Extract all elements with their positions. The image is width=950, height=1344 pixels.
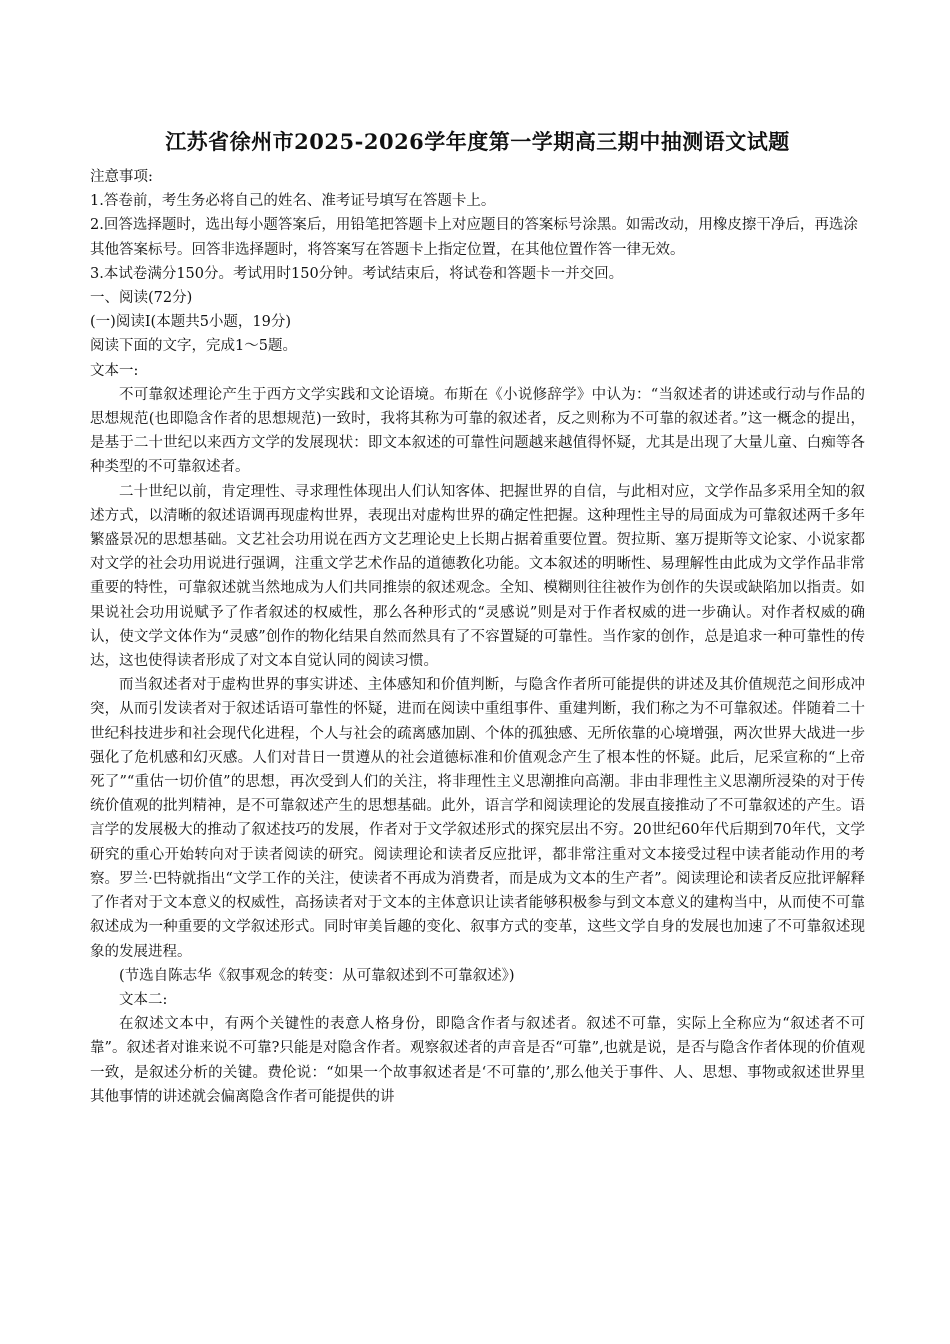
notice-item: 2.回答选择题时，选出每小题答案后，用铅笔把答题卡上对应题目的答案标号涂黑。如需改动，用橡皮擦干净后，再选涂其他答案标号。回答非选择题时，将答案写在答题卡上指定位置，在其他位置作答一律无效。: [90, 217, 858, 258]
text1-label: 文本一:: [90, 362, 139, 379]
section-subheading: (一)阅读Ⅰ(本题共5小题，19分): [90, 314, 292, 331]
text1-paragraph: 而当叙述者对于虚构世界的事实讲述、主体感知和价值判断，与隐含作者所可能提供的讲述及其价值规范之间形成冲突，从而引发读者对于叙述话语可靠性的怀疑，进而在阅读中重组事件、重建判断，我们称之为不可靠叙述。伴随着二十世纪科技进步和社会现代化进程，个人与社会的疏离感加剧、个体的孤独感、无所依靠的心境增强，两次世界大战进一步强化了危机感和幻灭感。人们对昔日一贯遵从的社会道德标准和价值观念产生了根本性的怀疑。此后，尼采宣称的“上帝死了”“重估一切价值”的思想，再次受到人们的关注，将非理性主义思潮推向高潮。非由非理性主义思潮所浸染的对于传统价值观的批判精神，是不可靠叙述产生的思想基础。此外，语言学和阅读理论的发展直接推动了不可靠叙述的产生。语言学的发展极大的推动了叙述技巧的发展，作者对于文学叙述形式的探究层出不穷。20世纪60年代后期到70年代，文学研究的重心开始转向对于读者阅读的研究。阅读理论和读者反应批评，都非常注重对文本接受过程中读者能动作用的考察。罗兰·巴特就指出“文学工作的关注，使读者不再成为消费者，而是成为文本的生产者”。阅读理论和读者反应批评解释了作者对于文本意义的权威性，高扬读者对于文本的主体意识让读者能够积极参与到文本意义的建构当中，从而使不可靠叙述成为一种重要的文学叙述形式。同时审美旨趣的变化、叙事方式的变革，这些文学自身的发展也加速了不可靠叙述现象的发展进程。: [90, 677, 865, 960]
page-title: 江苏省徐州市2025-2026学年度第一学期高三期中抽测语文试题: [165, 129, 790, 154]
text2-label: 文本二:: [119, 991, 168, 1008]
text1-paragraph: 二十世纪以前，肯定理性、寻求理性体现出人们认知客体、把握世界的自信，与此相对应，文学作品多采用全知的叙述方式，以清晰的叙述语调再现虚构世界，表现出对虚构世界的确定性把握。这种理性主导的局面成为可靠叙述两千多年繁盛景况的思想基础。文艺社会功用说在西方文艺理论史上长期占据着重要位置。贺拉斯、塞万提斯等文论家、小说家都对文学的社会功用说进行强调，注重文学艺术作品的道德教化功能。文本叙述的明晰性、易理解性由此成为文学作品非常重要的特性，可靠叙述就当然地成为人们共同推崇的叙述观念。全知、模糊则往往被作为创作的失误或缺陷加以指责。如果说社会功用说赋予了作者叙述的权威性，那么各种形式的“灵感说”则是对于作者权威的进一步确认。对作者权威的确认，使文学文体作为“灵感”创作的物化结果自然而然具有了不容置疑的可靠性。当作家的创作，总是追求一种可靠性的传达，这也使得读者形成了对文本自觉认同的阅读习惯。: [90, 483, 865, 670]
notice-item: 1.答卷前，考生务必将自己的姓名、准考证号填写在答题卡上。: [90, 193, 496, 210]
notice-item: 3.本试卷满分150分。考试用时150分钟。考试结束后，将试卷和答题卡一并交回。: [90, 265, 624, 282]
section-heading: 一、阅读(72分): [90, 290, 193, 307]
section-instruction: 阅读下面的文字，完成1～5题。: [90, 338, 297, 355]
text2-paragraph: 在叙述文本中，有两个关键性的表意人格身份，即隐含作者与叙述者。叙述不可靠，实际上全称应为“叙述者不可靠”。叙述者对谁来说不可靠?只能是对隐含作者。观察叙述者的声音是否“可靠”,也就是说，是否与隐含作者体现的价值观一致，是叙述分析的关键。费伦说：“如果一个故事叙述者是‘不可靠的’,那么他关于事件、人、思想、事物或叙述世界里其他事情的讲述就会偏离隐含作者可能提供的讲: [90, 1016, 865, 1105]
text1-source: (节选自陈志华《叙事观念的转变：从可靠叙述到不可靠叙述》): [119, 967, 515, 984]
text1-paragraph: 不可靠叙述理论产生于西方文学实践和文论语境。布斯在《小说修辞学》中认为：“当叙述者的讲述或行动与作品的思想规范(也即隐含作者的思想规范)一致时，我将其称为可靠的叙述者，反之则称为不可靠的叙述者。”这一概念的提出，是基于二十世纪以来西方文学的发展现状：即文本叙述的可靠性问题越来越值得怀疑，尤其是出现了大量儿童、白痴等各种类型的不可靠叙述者。: [90, 386, 865, 476]
exam-page: [90, 127, 865, 1109]
notice-heading: 注意事项:: [90, 169, 153, 185]
